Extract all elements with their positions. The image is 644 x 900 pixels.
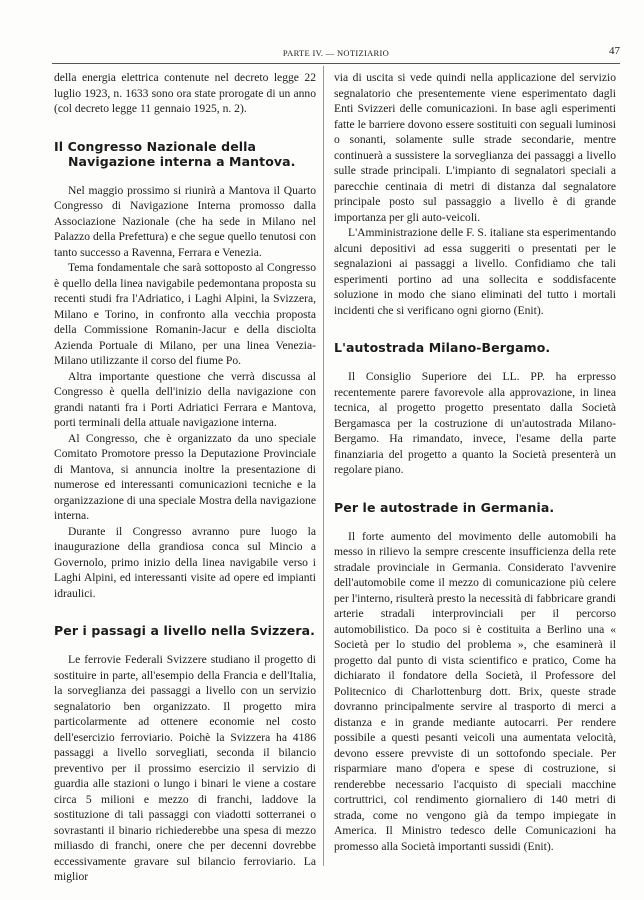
header-rule (52, 63, 620, 64)
paragraph: L'Amministrazione delle F. S. italiane sta esperimentando alcuni depositivi ad essa suggeriti o presentati per le segnalazioni ai passaggi a livello. Confidiamo che tali esperimenti portino ad una sollecita e soddisfacente soluzione in modo che siano eliminati del tutto i mortali incidenti che si verificano ogni giorno (Enit). (334, 226, 616, 317)
continuation-paragraph: via di uscita si vede quindi nella applicazione del servizio segnalatorio che presentemente viene esperimentato dagli Enti Svizzeri delle comunicazioni. In base agli esperimenti fatte le barriere dovono essere sostituiti con seguali luminosi o sonanti, solamente sulle strade secondarie, mentre continuerà a sussistere la sorveglianza dei passaggi a livello sulle strade principali. L'impianto di segnalatori speciali a parecchie centinaia di metri di distanza dal segnalatore principale posto sul passaggio a livello è di grande importanza per gli auto-veicoli. (334, 71, 616, 224)
paragraph: Durante il Congresso avranno pure luogo la inaugurazione della grandiosa conca sul Mincio a Governolo, primo inizio della linea navigabile verso i Laghi Alpini, ed interessanti visite ad opere ed impianti idraulici. (54, 524, 316, 600)
paragraph: Tema fondamentale che sarà sottoposto al Congresso è quello della linea navigabile pedemontana proposta su recenti studi fra l'Adriatico, i Laghi Alpini, la Svizzera, Milano e Torino, in confronto alla vecchia proposta della Commissione Romanin-Jacur e della disciolta Azienda Portuale di Milano, per una linea Venezia-Milano utilizzante il corso del fiume Po. (54, 261, 316, 367)
continuation-paragraph: della energia elettrica contenute nel decreto legge 22 luglio 1923, n. 1633 sono ora state prorogate di un anno (col decreto legge 11 gennaio 1925, n. 2). (54, 71, 316, 115)
paragraph: Altra importante questione che verrà discussa al Congresso è quella dell'inizio della navigazione con grandi natanti fra i Porti Adriatici Ferrara e Mantova, porti terminali della attuale navigazione interna. (54, 369, 316, 429)
paragraph: Il Consiglio Superiore dei LL. PP. ha erpresso recentemente parere favorevole alla approvazione, in linea tecnica, al progetto progetto presentato dalla Società Bergamasca per la costruzione di un'autostrada Milano-Bergamo. Ha rimandato, invece, l'esame della parte finanziaria del progetto a quanto la Società presenterà un regolare piano. (334, 370, 616, 476)
paragraph: Il forte aumento del movimento delle automobili ha messo in rilievo la sempre crescente insufficienza della rete stradale provinciale in Germania. Considerato l'avvenire dell'automobile come il mezzo di comunicazione più celere per l'interno, risulterà presto la necessità di fabbricare grandi arterie stradali interprovinciali per il percorso automobilistico. Da poco si è costituita a Berlino una « Società per lo studio del problema », che esaminerà il progetto dal punto di vista scientifico e pratico, Come ha dichiarato il fondatore della Società, il Professore del Politecnico di Charlottenburg dott. Brix, queste strade dovranno principalmente servire al trasporto di merci a distanza e in grande mediante autocarri. Per rendere possibile a questi pesanti veicoli una aumentata velocità, devono essere prevviste di un sottofondo speciale. Per risparmiare mano d'opera e spese di costruzione, si renderebbe necessario l'acquisto di speciali macchine cortruttrici, col rendimento giornaliero di 140 metri di strada, come no vengono già da tempo impiegate in America. Il Ministro tedesco delle Comunicazioni ha promesso alla Società importanti sussidi (Enit). (334, 529, 616, 853)
column-divider (323, 66, 324, 866)
section-title-autostrade-germania: Per le autostrade in Germania. (334, 499, 555, 515)
section-title-passaggi-svizzera: Per i passagi a livello nella Svizzera. (54, 623, 316, 638)
running-title: PARTE IV. — NOTIZIARIO (282, 48, 390, 58)
page-number: 47 (609, 45, 620, 57)
paragraph: Al Congresso, che è organizzato da uno speciale Comitato Promotore presso la Deputazione Provinciale di Mantova, si annuncia inoltre la presentazione di numerose ed interessanti comunicazioni tecniche e la organizzazione di una speciale Mostra della navigazione interna. (54, 431, 316, 522)
section-title-autostrada-milano-bergamo: L'autostrada Milano-Bergamo. (334, 340, 551, 355)
left-column (54, 70, 316, 885)
page-header (52, 44, 620, 60)
right-column (334, 70, 616, 854)
paragraph: Le ferrovie Federali Svizzere studiano il progetto di sostituire in parte, all'esempio della Francia e dell'Italia, la sorveglianza dei passaggi a livello con un servizio segnalatorio ben organizzato. Il progetto mira particolarmente ad ottenere economie nel costo dell'esercizio ferroviario. Poichè la Svizzera ha 4186 passaggi a livello sorvegliati, seconda il bilancio preventivo per il prossimo esercizio il servizio di guardia alle stazioni o lungo i binari le viene a costare circa 5 milioni e mezzo di franchi, laddove la sostituzione di tali passaggi con viadotti sotterranei o sovrastanti il binario richiederebbe una spesa di mezzo miliasdo di franchi, onere che per decenni dovrebbe eccessivamente gravare sul bilancio ferroviario. La miglior (54, 653, 316, 883)
paragraph: Nel maggio prossimo si riunirà a Mantova il Quarto Congresso di Navigazione Interna promosso dalla Associazione Nazionale (che ha sede in Milano nel Palazzo della Prefettura) e che segue quello tenutosi con tanto successo a Ravenna, Ferrara e Venezia. (54, 183, 316, 259)
section-title-congresso: Il Congresso Nazionale della Navigazione interna a Mantova. (54, 138, 296, 169)
